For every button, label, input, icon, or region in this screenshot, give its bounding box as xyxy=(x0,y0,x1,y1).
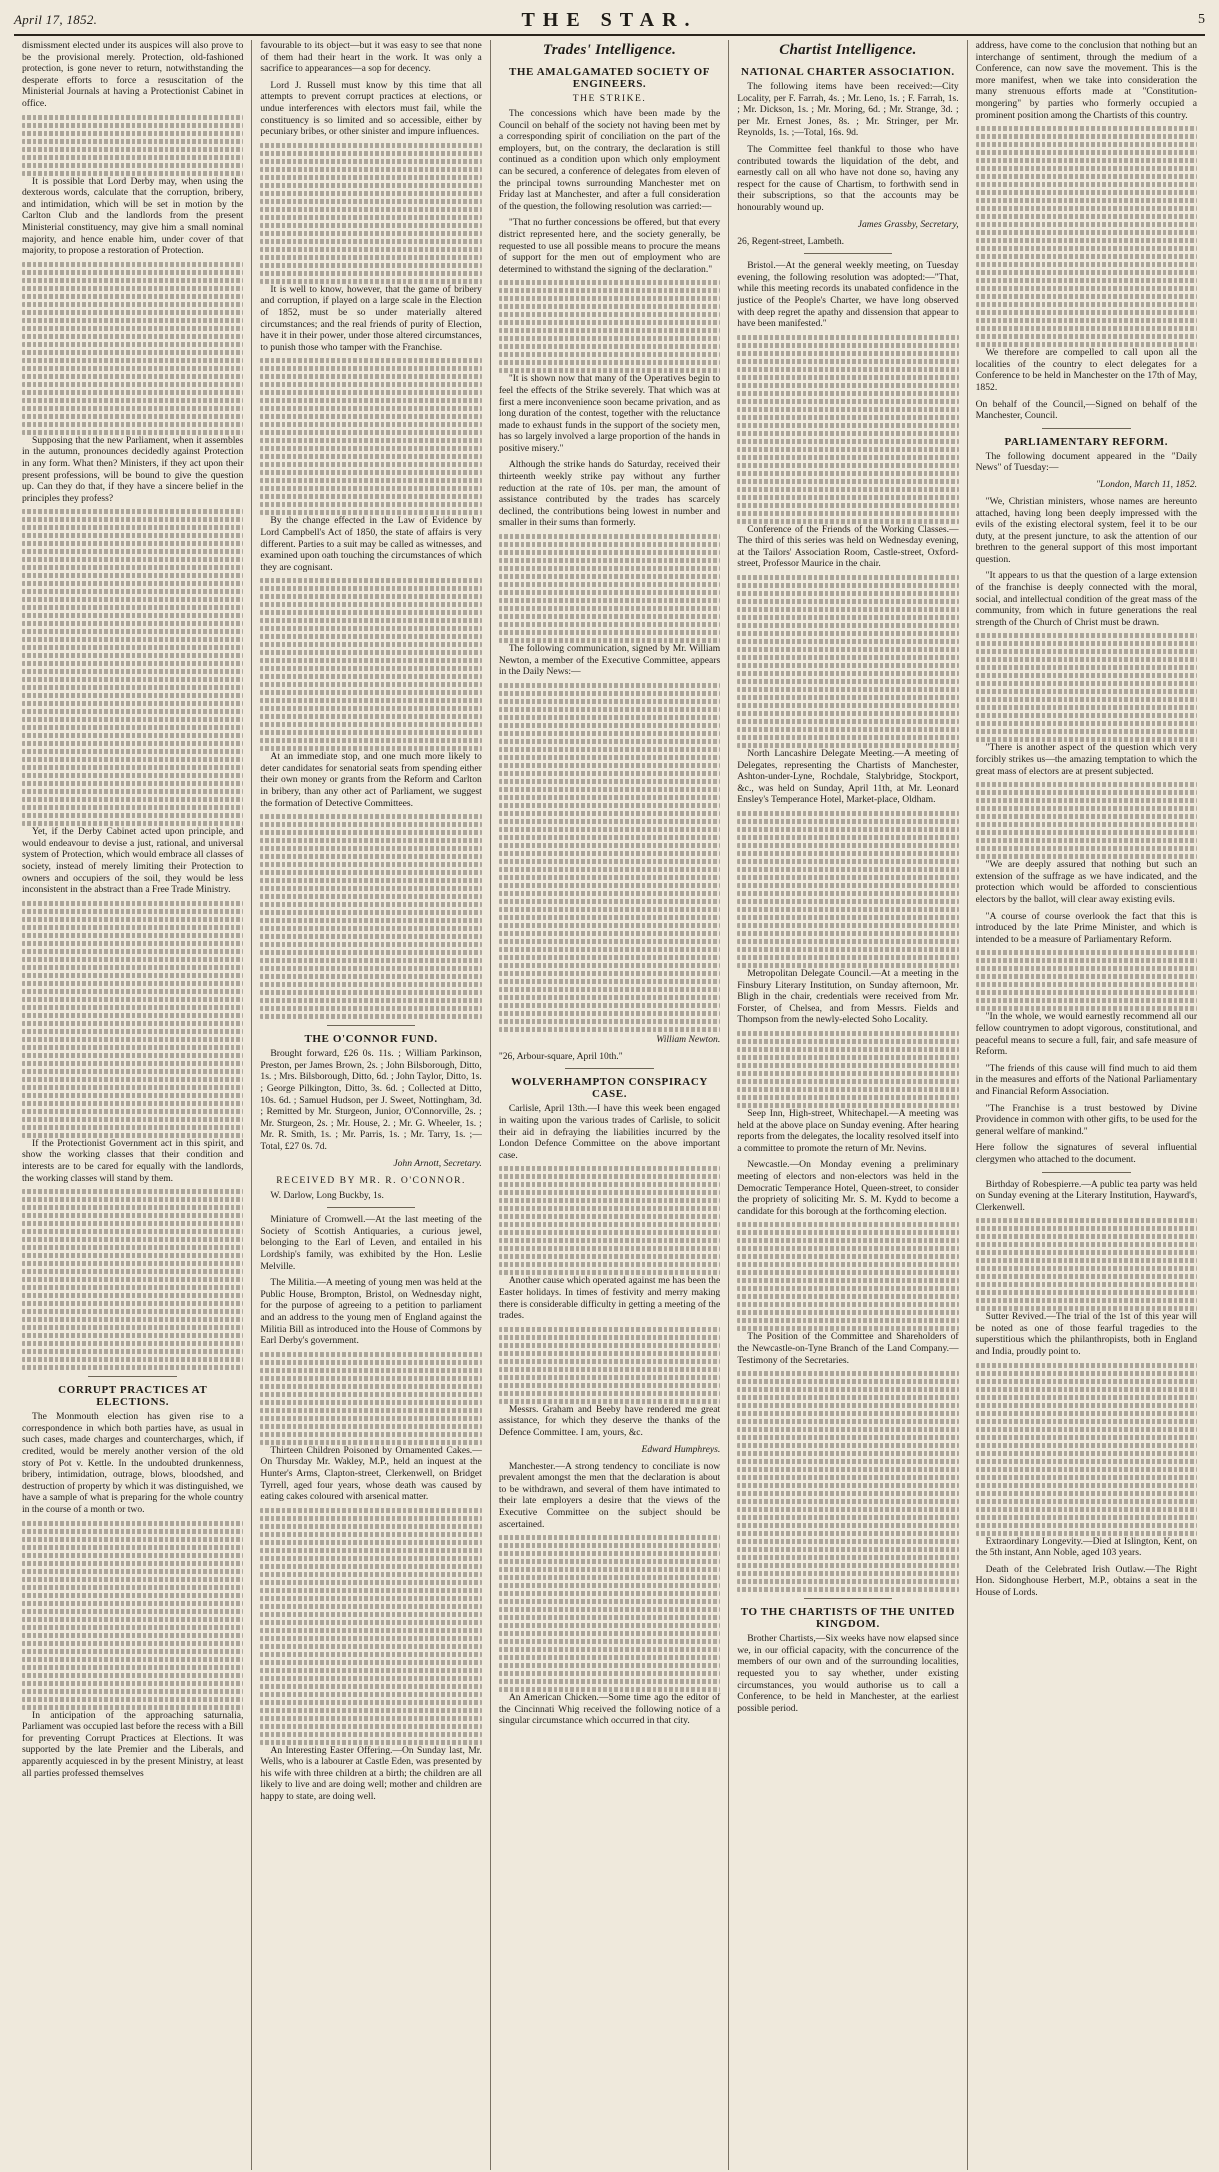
filler-text xyxy=(260,578,481,751)
article-paragraph: Conference of the Friends of the Working Classes.—The third of this series was held on Wednesday evening, at the Tailors' Association Room, Castle-street, Oxford-street, Professor Maurice in the chair. xyxy=(737,523,959,570)
filler-text xyxy=(260,1352,481,1445)
article-paragraph: The following document appeared in the "Daily News" of Tuesday:— xyxy=(975,450,1198,474)
letter-signature-newton: William Newton. xyxy=(656,1033,721,1045)
article-paragraph: Brother Chartists,—Six weeks have now elapsed since we, in our official capacity, with the concurrence of the members of our own and of the surrounding localities, requested you to say whether, under existing circumstances, you would authorise us to call a Conference, to be held in Manchester, at the earliest possible period. xyxy=(737,1633,959,1714)
article-paragraph: "That no further concessions be offered, but that every district represented here, and the society generally, be requested to use all possible means to procure the means of support for the men out of employment who are determined to withstand the signing of the declaration." xyxy=(498,217,721,275)
letter-signature-humphreys: Edward Humphreys. xyxy=(641,1443,721,1455)
page-number: 5 xyxy=(1198,12,1205,27)
received-heading: RECEIVED BY MR. R. O'CONNOR. xyxy=(276,1174,466,1186)
letter-address: "26, Arbour-square, April 10th." xyxy=(498,1050,623,1062)
article-paragraph: "The Franchise is a trust bestowed by Divine Providence in common with other gifts, to be used for the general welfare of mankind." xyxy=(975,1102,1198,1137)
article-heading-engineers: THE AMALGAMATED SOCIETY OF ENGINEERS. xyxy=(508,66,711,90)
filler-text xyxy=(499,1535,720,1692)
filler-text xyxy=(737,1031,958,1108)
filler-text xyxy=(22,115,243,176)
article-heading-corrupt-practices: CORRUPT PRACTICES AT ELECTIONS. xyxy=(58,1384,208,1409)
article-paragraph: An Interesting Easter Offering.—On Sunday last, Mr. Wells, who is a labourer at Castle Eden, was presented by his wife with three children at a birth; the children are all likely to live and are doing well; mother and children are happy to state, are doing well. xyxy=(260,1744,482,1803)
filler-text xyxy=(499,683,720,1032)
article-paragraph: The concessions which have been made by the Council on behalf of the society not having been met by a corresponding spirit of conciliation on the part of the employers, but, on the contrary, the declaration is still continued as a condition upon which only employment can be secured, a conference of delegates from eleven of the principal towns surrounding Manchester met on Friday last at Manchester, and after a full consideration of the question, the following resolution was carried:— xyxy=(498,108,721,212)
newspaper-title: THE STAR. xyxy=(521,8,698,31)
filler-text xyxy=(260,143,481,284)
article-paragraph: The Monmouth election has given rise to a correspondence in which both parties have, as usual in such cases, made charges and countercharges, which, if credited, would be merely another version of the old story of Pot v. Kettle. In the undoubted drunkenness, bribery, intimidation, outrage, blows, bloodshed, and destruction of property by which it was distinguished, we have a sample of what is preparing for the whole country in the course of a month or two. xyxy=(22,1411,244,1515)
article-heading-wolverhampton: WOLVERHAMPTON CONSPIRACY CASE. xyxy=(511,1076,708,1101)
article-paragraph: An American Chicken.—Some time ago the editor of the Cincinnati Whig received the following notice of a singular circumstance which occurred in that city. xyxy=(498,1692,721,1727)
section-divider xyxy=(565,1068,654,1069)
article-paragraph: favourable to its object—but it was easy to see that none of them had their heart in the work. It was only a sacrifice to appearances—a sop for decency. xyxy=(260,40,482,75)
section-title-chartist: Chartist Intelligence. xyxy=(779,42,917,58)
filler-text xyxy=(737,1371,958,1592)
article-paragraph: Bristol.—At the general weekly meeting, on Tuesday evening, the following resolution was adopted:—"That, while this meeting records its unabated confidence in the justice of the People's Charter, we have long observed with deep regret the apathy and dissension that appear to have been manifested." xyxy=(737,260,959,330)
filler-text xyxy=(260,814,481,1019)
article-heading-chartists-uk: TO THE CHARTISTS OF THE UNITED KINGDOM. xyxy=(740,1606,956,1631)
article-heading-reform: PARLIAMENTARY REFORM. xyxy=(1004,435,1169,448)
article-paragraph: Death of the Celebrated Irish Outlaw.—The Right Hon. Sidonghouse Herbert, M.P., obtains a seat in the House of Lords. xyxy=(975,1563,1198,1599)
article-paragraph: The Position of the Committee and Shareholders of the Newcastle-on-Tyne Branch of the Land Company.—Testimony of the Secretaries. xyxy=(737,1331,959,1366)
section-divider xyxy=(804,253,893,254)
article-paragraph: address, have come to the conclusion that nothing but an interchange of sentiment, through the medium of a Conference, can now save the movement. This is the more manifest, when we take into consideration the many strenuous efforts made at "Constitution-mongering" by parties who formerly occupied a prominent position among the Chartists of this country. xyxy=(975,40,1198,121)
filler-text xyxy=(737,1222,958,1331)
article-paragraph: By the change effected in the Law of Evidence by Lord Campbell's Act of 1850, the state of affairs is very different. Parties to a suit may be called as witnesses, and examined upon oath touching the circumstances of which they are cognisant. xyxy=(260,515,482,573)
article-paragraph: "There is another aspect of the question which very forcibly strikes us—the amazing temptation to which the great mass of electors are at present subjected. xyxy=(975,742,1198,777)
article-heading-nca: NATIONAL CHARTER ASSOCIATION. xyxy=(741,66,955,78)
article-paragraph: Extraordinary Longevity.—Died at Islington, Kent, on the 5th instant, Ann Noble, aged 103 years. xyxy=(975,1535,1198,1559)
article-paragraph: Supposing that the new Parliament, when it assembles in the autumn, pronounces decidedly against Protection in any form. What then? Ministers, if they act upon their present professions, will be bound to give the question up. Can they do that, if they have a sincere belief in the principles they profess? xyxy=(22,434,244,504)
article-paragraph: In anticipation of the approaching saturnalia, Parliament was occupied last before the recess with a Bill for preventing Corrupt Practices at Elections. It was supported by the late Premier and the Liberals, and apparently acquiesced in by the present Ministry, at least all parties professed themselves xyxy=(22,1709,244,1779)
article-paragraph: The following items have been received:—City Locality, per F. Farrah, 4s. ; Mr. Leno, 1s. ; F. Farrah, 1s. ; Mr. Dickson, 1s. ; Mr. Moring, 6d. ; Mr. Strange, 3d. ; per Mr. Ernest Jones, 8s. ; Mr. Stringer, per Mr. Reynolds, 1s. ;—Total, 16s. 9d. xyxy=(737,81,959,139)
article-paragraph: Yet, if the Derby Cabinet acted upon principle, and would endeavour to devise a just, rational, and universal system of Protection, which would embrace all classes of society, instead of merely limiting their Protection to owners and occupiers of the soil, they would be less inconsistent in the abstract than a Free Trade Ministry. xyxy=(22,826,244,896)
article-paragraph: Although the strike hands do Saturday, received their thirteenth weekly strike pay without any further reduction at the rate of 10s. per man, the amount of assistance contributed by the trades has scarcely declined, the contributions being lowest in number and smaller in their sums than formerly. xyxy=(498,459,721,529)
letter-dateline: "London, March 11, 1852. xyxy=(1096,478,1198,490)
article-paragraph: dismissment elected under its auspices will also prove to be the provisional merely. Protection, old-fashioned protection, is gone never to return, notwithstanding the desperate efforts to force a resuscitation of the Ministerial Journals at having a Protectionist Cabinet in office. xyxy=(22,40,244,109)
article-paragraph: It is well to know, however, that the game of bribery and corruption, if played on a large scale in the Election of 1852, must be so under materially altered circumstances; and the real friends of purity of Election, have it in their power, under those altered circumstances, to punish those who tamper with the Franchise. xyxy=(260,283,482,353)
filler-text xyxy=(499,534,720,643)
issue-date: April 17, 1852. xyxy=(14,12,98,27)
section-divider xyxy=(804,1598,893,1599)
filler-text xyxy=(22,1521,243,1710)
signatories-line: On behalf of the Council,—Signed on behalf of the Manchester, Council. xyxy=(975,398,1198,422)
article-paragraph: Manchester.—A strong tendency to conciliate is now prevalent amongst the men that the declaration is about to be withdrawn, and several of them have intimated to their late employers a desire that the views of the Executive Committee on the subject should be ascertained. xyxy=(498,1460,721,1530)
article-paragraph: Miniature of Cromwell.—At the last meeting of the Society of Scottish Antiquaries, a curious jewel, belonging to the Earl of Leven, and entailed in his Lordship's family, was exhibited by the Hon. Leslie Melville. xyxy=(260,1214,482,1272)
filler-text xyxy=(976,1363,1197,1536)
article-paragraph: Birthday of Robespierre.—A public tea party was held on Sunday evening at the Literary Institution, Hayward's, Clerkenwell. xyxy=(975,1178,1198,1213)
article-paragraph: Thirteen Children Poisoned by Ornamented Cakes.—On Thursday Mr. Wakley, M.P., held an inquest at the Hunter's Arms, Clapton-street, Clerkenwell, on Bridget Tyrrell, aged four years, whose death was caused by eating cakes coloured with arsenical matter. xyxy=(260,1444,482,1503)
article-paragraph: We therefore are compelled to call upon all the localities of the country to elect delegates for a Conference to be held in Manchester on the 17th of May, 1852. xyxy=(975,347,1198,393)
masthead xyxy=(14,6,1205,36)
article-paragraph: Messrs. Graham and Beeby have rendered me great assistance, for which they deserve the thanks of the Defence Committee. I am, yours, &c. xyxy=(498,1403,721,1438)
article-paragraph: Carlisle, April 13th.—I have this week been engaged in waiting upon the various trades of Carlisle, to solicit their aid in defraying the liabilities incurred by the London Defence Committee on the above important case. xyxy=(498,1103,721,1161)
article-paragraph: At an immediate stop, and one much more likely to deter candidates for senatorial seats from spending either their own money or grants from the Reform and Carlton in bribery, than any other act of Parliament, we suggest the formation of Detective Committees. xyxy=(260,751,482,809)
filler-text xyxy=(22,1189,243,1370)
article-paragraph: It is possible that Lord Derby may, when using the dexterous words, calculate that the corruption, bribery, and intimidation, which will be set in motion by the Carlton Club and the landlords from the present Ministerial constituency, may give him a small nominal majority, and hence enable him, under cover of that majority, to propose a restoration of Protection. xyxy=(22,175,244,257)
filler-text xyxy=(976,633,1197,742)
article-paragraph: Lord J. Russell must know by this time that all attempts to prevent corrupt practices at elections, or undue interferences with electors must fail, while the constituency is so limited and so accessible, either by pecuniary bribes, or other sinister and impure influences. xyxy=(260,79,482,138)
article-paragraph: Sutter Revived.—The trial of the 1st of this year will be noted as one of those fearful tragedies to the superstitious which the philanthropists, both in England and India, proudly point to. xyxy=(975,1311,1198,1358)
filler-text xyxy=(737,575,958,748)
article-paragraph: "A course of course overlook the fact that this is introduced by the late Prime Minister, and which is intended to be a measure of Parliamentary Reform. xyxy=(975,910,1198,945)
article-paragraph: If the Protectionist Government act in this spirit, and show the working classes that their condition and interests are to be cared for equally with the landlords, the working classes will stand by them. xyxy=(22,1137,244,1184)
filler-text xyxy=(976,950,1197,1011)
fund-listing: Brought forward, £26 0s. 11s. ; William Parkinson, Preston, per James Brown, 2s. ; John Bilsborough, Ditto, 1s. ; Mrs. Bilsborough, Ditto, 6d. ; John Taylor, Ditto, 1s. ; George Pilkington, Ditto, 3s. 6d. ; Collected at Ditto, 10s. 6d. ; Samuel Hudson, per J. Sweet, Nottingham, 3d. ; Remitted by Mr. Sturgeon, Junior, O'Connorville, 2s. ; Mr. Sturgeon, 2s. ; Mr. House, 2. ; Mr. G. Wheeler, 1s. ; Mr. R. Smith, 1s. ; Mr. Parris, 1s. ; Mr. Tarry, 1s. ;—Total, £27 0s. 7d. xyxy=(260,1048,482,1152)
filler-text xyxy=(976,1218,1197,1311)
secretary-signature: James Grassby, Secretary, xyxy=(857,218,959,230)
filler-text xyxy=(976,126,1197,347)
column-5 xyxy=(968,40,1205,2170)
filler-text xyxy=(499,1166,720,1275)
filler-text xyxy=(260,1508,481,1745)
section-title-trades: Trades' Intelligence. xyxy=(542,42,677,58)
section-divider xyxy=(1042,1172,1131,1173)
filler-text xyxy=(499,1327,720,1404)
filler-text xyxy=(22,262,243,435)
article-paragraph: Another cause which operated against me has been the Easter holidays. In times of festivity and merry making there is considerable difficulty in getting a meeting of the trades. xyxy=(498,1275,721,1322)
article-paragraph: The Committee feel thankful to those who have contributed towards the liquidation of the debt, and earnestly call on all who have not done so, having any respect for the cause of Chartism, to forthwith send in their subscriptions, so that the accounts may be honourably wound up. xyxy=(737,143,959,213)
column-1 xyxy=(14,40,252,2170)
closing-note: Here follow the signatures of several influential clergymen who attached to the document. xyxy=(975,1142,1198,1165)
fund-signature: John Arnott, Secretary. xyxy=(393,1157,482,1169)
filler-text xyxy=(976,782,1197,859)
secretary-address: 26, Regent-street, Lambeth. xyxy=(737,235,845,247)
filler-text xyxy=(499,280,720,373)
received-listing: W. Darlow, Long Buckby, 1s. xyxy=(270,1189,384,1201)
section-divider xyxy=(327,1025,416,1026)
article-paragraph: Metropolitan Delegate Council.—At a meeting in the Finsbury Literary Institution, on Sunday afternoon, Mr. Bligh in the chair, credentials were received from Mr. Forster, of Chelsea, and from Messrs. Fields and Thompson from the newly-elected Soho Locality. xyxy=(737,968,959,1026)
article-paragraph: "We are deeply assured that nothing but such an extension of the suffrage as we have indicated, and the protection which would be afforded to conscientious electors by the ballot, will clear away existing evils. xyxy=(975,859,1198,905)
article-paragraph: Seep Inn, High-street, Whitechapel.—A meeting was held at the above place on Sunday evening. After hearing reports from the delegates, the locality resolved itself into a committee to promote the return of Mr. Nevins. xyxy=(737,1108,959,1154)
section-divider xyxy=(88,1376,177,1377)
column-container xyxy=(14,40,1205,2170)
filler-text xyxy=(260,358,481,515)
column-4 xyxy=(729,40,967,2170)
column-2 xyxy=(252,40,490,2170)
article-paragraph: The following communication, signed by Mr. William Newton, a member of the Executive Committee, appears in the Daily News:— xyxy=(498,643,721,678)
article-paragraph: The Militia.—A meeting of young men was held at the Public House, Brompton, Bristol, on Wednesday night, for the purpose of agreeing to a petition to parliament and an address to the young men of England against the Militia Bill as introduced into the House of Commons by Earl Derby's government. xyxy=(260,1277,482,1347)
article-heading-oconnor-fund: THE O'CONNOR FUND. xyxy=(304,1033,438,1046)
article-paragraph: "The friends of this cause will find much to aid them in the measures and efforts of the National Parliamentary and Financial Reform Association. xyxy=(975,1062,1198,1097)
filler-text xyxy=(22,901,243,1138)
filler-text xyxy=(737,811,958,968)
section-divider xyxy=(327,1207,416,1208)
filler-text xyxy=(737,335,958,524)
column-3 xyxy=(491,40,729,2170)
filler-text xyxy=(22,509,243,826)
article-paragraph: "In the whole, we would earnestly recommend all our fellow countrymen to adopt vigorous, constitutional, and peaceful means to secure a full, fair, and safe measure of Reform. xyxy=(975,1011,1198,1058)
section-divider xyxy=(1042,428,1131,429)
article-paragraph: "It is shown now that many of the Operatives begin to feel the effects of the Strike severely. That which was at first a mere inconvenience soon became privation, and as long duration of the contest, together with the reluctance made to exhaust funds in the support of the society men, has so largely involved a large proportion of the hands in positive misery." xyxy=(498,373,721,454)
article-subheading-strike: THE STRIKE. xyxy=(572,93,647,104)
article-paragraph: Newcastle.—On Monday evening a preliminary meeting of electors and non-electors was held in the Democratic Temperance Hotel, Queen-street, to consider the propriety of soliciting Mr. S. M. Kydd to become a candidate for this borough at the forthcoming election. xyxy=(737,1159,959,1217)
article-paragraph: "We, Christian ministers, whose names are hereunto attached, having long been deeply impressed with the evils of the existing electoral system, feel it to be our duty, at the present juncture, to ask the attention of our brethren to the general support of this most important question. xyxy=(975,495,1198,565)
article-paragraph: "It appears to us that the question of a large extension of the franchise is deeply connected with the moral, social, and intellectual condition of the great mass of the community, from which in future generations the real strength of the Church of Christ must be drawn. xyxy=(975,570,1198,628)
article-paragraph: North Lancashire Delegate Meeting.—A meeting of Delegates, representing the Chartists of Manchester, Ashton-under-Lyne, Rochdale, Stalybridge, Stockport, &c., was held on Sunday, April 11th, at Mr. Leonard Ensley's Temperance Hotel, Market-place, Oldham. xyxy=(737,748,959,806)
